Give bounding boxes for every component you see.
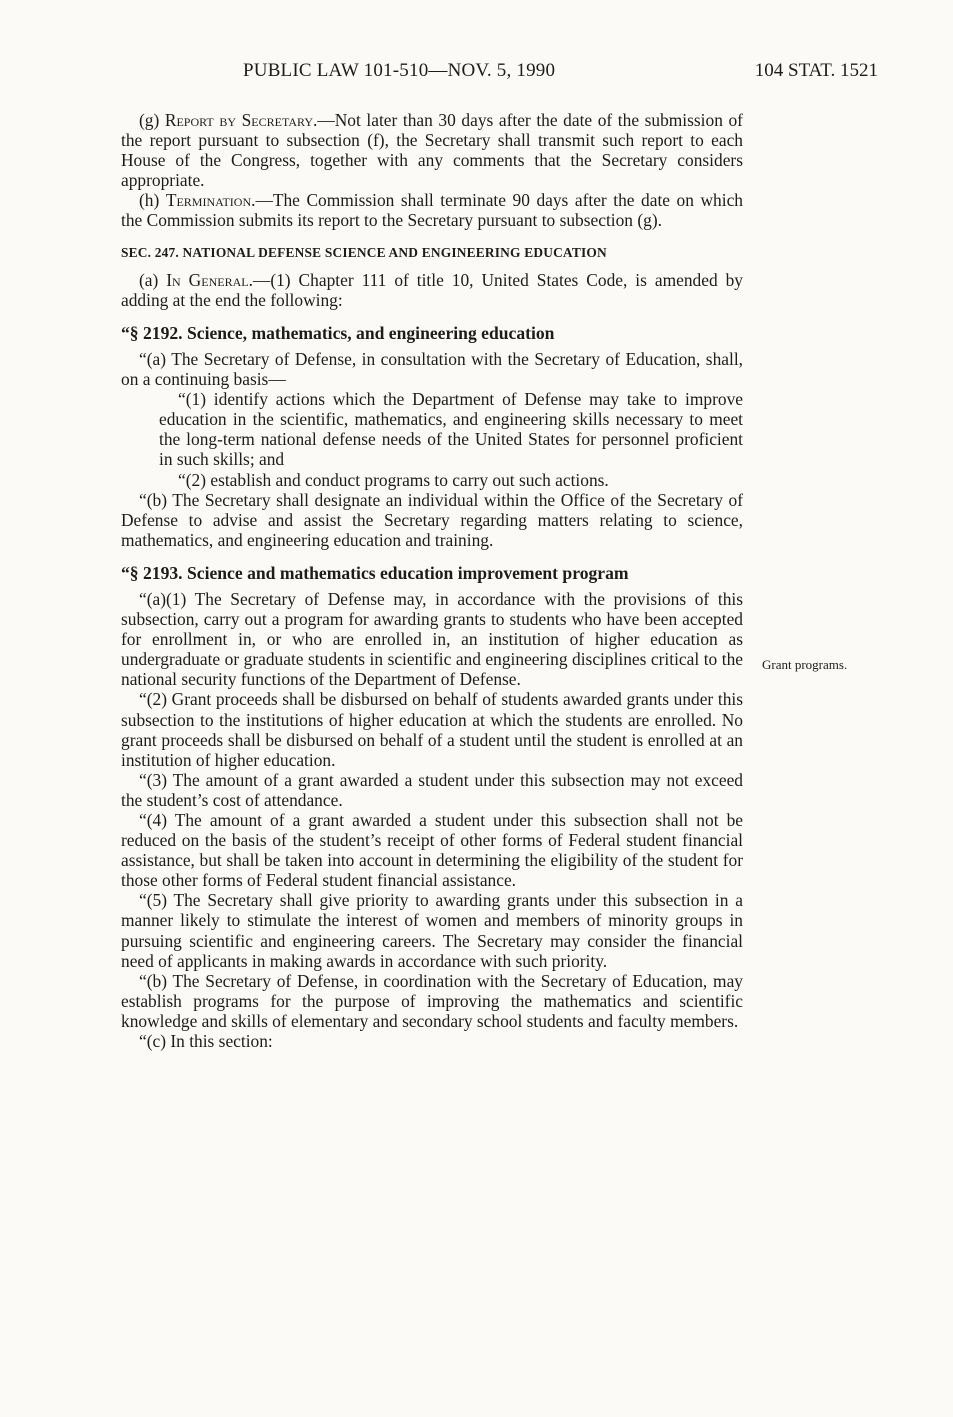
paragraph-g-heading: Report by Secretary. (164, 110, 318, 130)
s2192-subsection-a: “(a) The Secretary of Defense, in consultation with the Secretary of Education, shall, on a continuing basis— (121, 348, 743, 390)
s2192-subsection-b: “(b) The Secretary shall designate an individual within the Office of the Secretary of Defense to advise and assist the Secretary regarding matters relating to science, mathematics, and engineering education and training. (121, 489, 743, 550)
section-2192-heading: “§ 2192. Science, mathematics, and engineering education (121, 322, 555, 343)
s2193-paragraph-2: “(2) Grant proceeds shall be disbursed on behalf of students awarded grants under this subsection to the institutions of higher education at which the students are enrolled. No grant proceeds shall be disbursed on behalf of a student until the student is enrolled at an institution of higher education. (121, 689, 743, 770)
s2193-paragraph-5: “(5) The Secretary shall give priority to awarding grants under this subsection in a manner likely to stimulate the interest of women and members of minority groups in pursuing scientific and engineering careers. The Secretary may consider the financial need of applicants in making awards in accordance with such priority. (121, 890, 743, 971)
section-247-heading: SEC. 247. NATIONAL DEFENSE SCIENCE AND ENGINEERING EDUCATION (121, 244, 607, 260)
s2193-paragraph-4: “(4) The amount of a grant awarded a student under this subsection shall not be reduced on the basis of the student’s receipt of other forms of Federal student financial assistance, but shall be taken into account in determining the eligibility of the student for those other forms of Federal student financial assistance. (121, 810, 743, 891)
public-law-citation: PUBLIC LAW 101-510—NOV. 5, 1990 (243, 60, 556, 81)
s2192-paragraph-2: “(2) establish and conduct programs to carry out such actions. (178, 469, 609, 490)
paragraph-h-text: —The Commission shall terminate 90 days after the date on which the Commission submits its report to the Secretary pursuant to subsection (g). (121, 190, 743, 231)
paragraph-g-text: —Not later than 30 days after the date of the submission of the report pursuant to subsection (f), the Secretary shall transmit such report to each House of the Congress, together with any comments that the Secretary considers appropriate. (121, 110, 743, 191)
section-2193-heading: “§ 2193. Science and mathematics education improvement program (121, 562, 629, 583)
paragraph-a-text: —(1) Chapter 111 of title 10, United States Code, is amended by adding at the end the following: (121, 269, 743, 310)
paragraph-h-heading: Termination. (165, 190, 256, 211)
paragraph-a-heading: In General. (166, 269, 253, 290)
paragraph-a-lead: (a) (139, 269, 167, 290)
s2193-subsection-c: “(c) In this section: (139, 1031, 273, 1052)
margin-note: Grant programs. (762, 657, 848, 672)
s2193-subsection-b: “(b) The Secretary of Defense, in coordination with the Secretary of Education, may establish programs for the purpose of improving the mathematics and scientific knowledge and skills of elementary and secondary school students and faculty members. (121, 970, 743, 1031)
s2193-paragraph-3: “(3) The amount of a grant awarded a student under this subsection may not exceed the student’s cost of attendance. (121, 769, 743, 810)
paragraph-h-lead: (h) (139, 190, 166, 211)
paragraph-h (121, 190, 743, 230)
s2192-paragraph-1: “(1) identify actions which the Department of Defense may take to improve education in the scientific, mathematics, and engineering skills necessary to meet the long-term national defense needs of the United States for personnel proficient in such skills; and (159, 389, 743, 470)
paragraph-a-in-general (121, 270, 743, 310)
running-header (0, 60, 953, 84)
document-body (121, 110, 743, 1051)
statute-page-number: 104 STAT. 1521 (754, 60, 878, 81)
s2193-subsection-a1: “(a)(1) The Secretary of Defense may, in accordance with the provisions of this subsection, carry out a program for awarding grants to students who have been accepted for enrollment in, or who are enrolled in, an institution of higher education as undergraduate or graduate students in scientific and engineering disciplines critical to the national security functions of the Department of Defense. (121, 588, 743, 690)
paragraph-g (121, 110, 743, 190)
paragraph-g-lead: (g) (139, 110, 165, 130)
